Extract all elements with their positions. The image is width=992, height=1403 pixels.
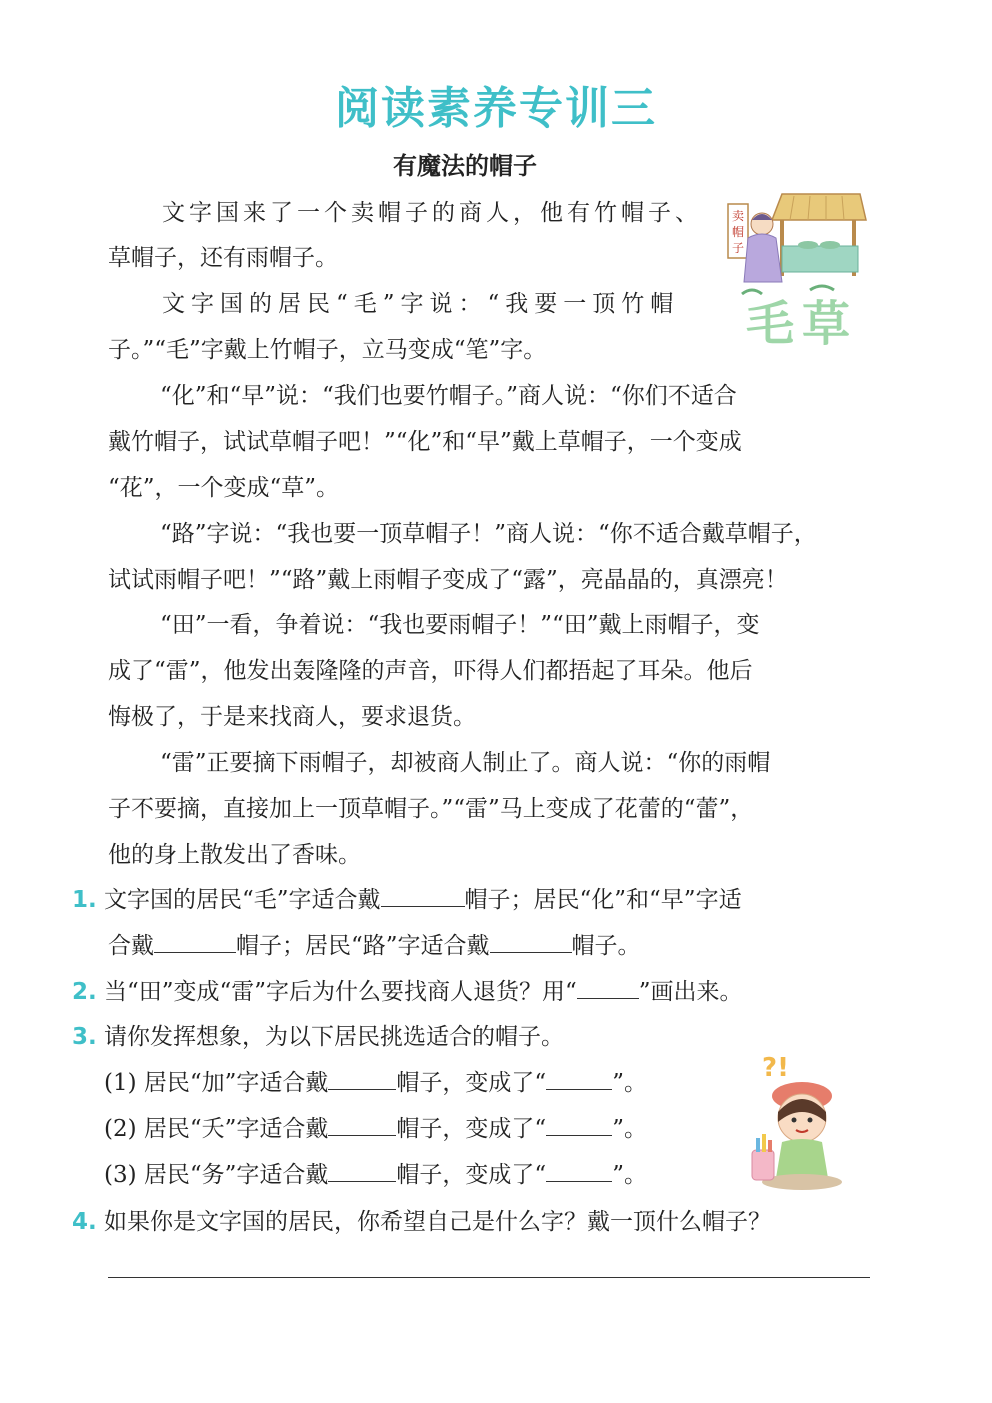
- q3-item1-text-c: ”。: [612, 1070, 647, 1096]
- cao-character: 草: [802, 296, 851, 352]
- question-1-number: 1.: [72, 887, 97, 913]
- story-p2-line1: 文字国的居民“毛”字说：“我要一顶竹帽: [162, 291, 680, 317]
- q1-blank-1[interactable]: [381, 884, 465, 907]
- stall-sign-text: 卖: [731, 209, 745, 223]
- q1-text-b: 帽子；居民“化”和“早”字适: [464, 887, 742, 913]
- question-1-line1: [104, 884, 742, 916]
- question-3-item-2: [104, 1113, 647, 1145]
- q1-blank-3[interactable]: [490, 930, 572, 953]
- q3-item3-text-c: ”。: [612, 1162, 647, 1188]
- story-p2-line2: 子。”“毛”字戴上竹帽子，立马变成“笔”字。: [108, 337, 547, 363]
- question-3-number: 3.: [72, 1024, 97, 1050]
- question-1-line2: [108, 930, 641, 962]
- q3-item2-char-blank[interactable]: [546, 1113, 612, 1136]
- story-p1-line1: 文字国来了一个卖帽子的商人，他有竹帽子、: [162, 200, 702, 226]
- question-3-item-1: [104, 1067, 647, 1099]
- q3-item3-text-a: (3) 居民“务”字适合戴: [104, 1162, 329, 1188]
- question-2-number: 2.: [72, 979, 97, 1005]
- q3-item3-char-blank[interactable]: [546, 1159, 612, 1182]
- q3-item1-text-b: 帽子，变成了“: [396, 1070, 547, 1096]
- story-p6-line3: 他的身上散发出了香味。: [108, 842, 361, 868]
- q3-item2-text-c: ”。: [612, 1116, 647, 1142]
- q1-text-e: 帽子。: [571, 933, 641, 959]
- q1-text-a: 文字国的居民“毛”字适合戴: [104, 887, 381, 913]
- question-4-answer-line[interactable]: [108, 1277, 870, 1278]
- story-p6-line2: 子不要摘，直接加上一顶草帽子。”“雷”马上变成了花蕾的“蕾”，: [108, 796, 754, 822]
- story-p4-line1: “路”字说：“我也要一顶草帽子！”商人说：“你不适合戴草帽子，: [160, 521, 817, 547]
- story-p6-line1: “雷”正要摘下雨帽子，却被商人制止了。商人说：“你的雨帽: [160, 750, 771, 776]
- merchant-stall-illustration: [724, 190, 870, 362]
- q3-item2-hat-blank[interactable]: [328, 1113, 396, 1136]
- question-3-prompt: 请你发挥想象，为以下居民挑选适合的帽子。: [104, 1024, 564, 1050]
- q2-blank[interactable]: [577, 976, 639, 999]
- question-3-item-3: [104, 1159, 647, 1191]
- svg-text:子: 子: [731, 241, 745, 255]
- story-p3-line1: “化”和“早”说：“我们也要竹帽子。”商人说：“你们不适合: [160, 383, 737, 409]
- svg-text:帽: 帽: [731, 225, 745, 239]
- story-p1-line2: 草帽子，还有雨帽子。: [108, 245, 338, 271]
- page-title: 阅读素养专训三: [335, 83, 657, 134]
- q1-blank-2[interactable]: [154, 930, 236, 953]
- q3-item3-hat-blank[interactable]: [328, 1159, 396, 1182]
- q1-text-d: 帽子；居民“路”字适合戴: [236, 933, 490, 959]
- story-p5-line1: “田”一看，争着说：“我也要雨帽子！”“田”戴上雨帽子，变: [160, 612, 760, 638]
- girl-illustration: [742, 1046, 854, 1192]
- story-p3-line2: 戴竹帽子，试试草帽子吧！”“化”和“早”戴上草帽子，一个变成: [108, 429, 742, 455]
- story-p5-line3: 悔极了，于是来找商人，要求退货。: [108, 704, 476, 730]
- q2-text-a: 当“田”变成“雷”字后为什么要找商人退货？用“: [104, 979, 577, 1005]
- story-p3-line3: “花”，一个变成“草”。: [108, 475, 340, 501]
- question-2-line: [104, 976, 743, 1008]
- mao-character: 毛: [746, 296, 795, 352]
- q3-item1-text-a: (1) 居民“加”字适合戴: [104, 1070, 329, 1096]
- q3-item2-text-a: (2) 居民“夭”字适合戴: [104, 1116, 329, 1142]
- q2-text-b: ”画出来。: [638, 979, 743, 1005]
- question-exclaim-marks: ?!: [762, 1053, 789, 1083]
- question-4-prompt: 如果你是文字国的居民，你希望自己是什么字？戴一顶什么帽子？: [104, 1209, 771, 1235]
- q3-item2-text-b: 帽子，变成了“: [396, 1116, 547, 1142]
- story-p4-line2: 试试雨帽子吧！”“路”戴上雨帽子变成了“露”，亮晶晶的，真漂亮！: [108, 567, 788, 593]
- story-p5-line2: 成了“雷”，他发出轰隆隆的声音，吓得人们都捂起了耳朵。他后: [108, 658, 753, 684]
- question-4-number: 4.: [72, 1209, 97, 1235]
- story-title: 有魔法的帽子: [393, 152, 537, 180]
- q3-item1-hat-blank[interactable]: [328, 1067, 396, 1090]
- q3-item3-text-b: 帽子，变成了“: [396, 1162, 547, 1188]
- q3-item1-char-blank[interactable]: [546, 1067, 612, 1090]
- q1-text-c: 合戴: [108, 933, 154, 959]
